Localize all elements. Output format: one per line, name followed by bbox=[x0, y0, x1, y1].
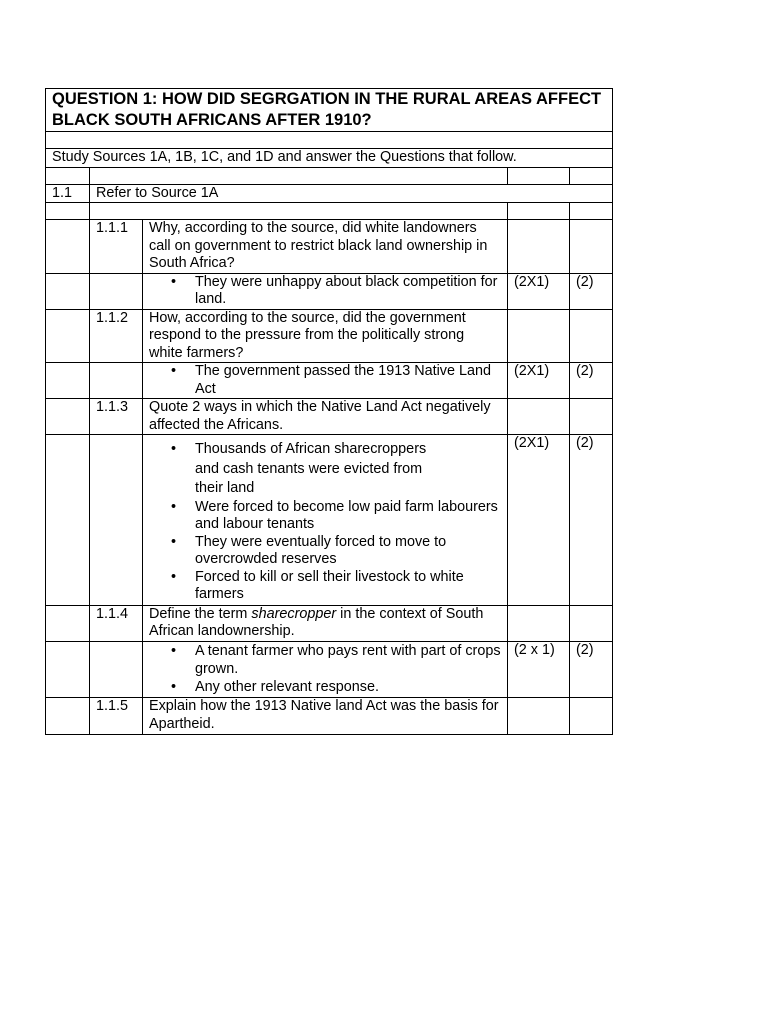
answer-item: • They were unhappy about black competition for land. bbox=[195, 274, 501, 309]
section-row bbox=[46, 184, 613, 203]
question-number: 1.1.3 bbox=[90, 399, 143, 435]
section-label: Refer to Source 1A bbox=[90, 184, 613, 203]
answer-row bbox=[46, 641, 613, 698]
title-row bbox=[46, 89, 613, 132]
mark-total: (2) bbox=[570, 641, 613, 698]
mark-total: (2) bbox=[570, 435, 613, 606]
section-number: 1.1 bbox=[46, 184, 90, 203]
instruction-text: Study Sources 1A, 1B, 1C, and 1D and answer the Questions that follow. bbox=[46, 149, 613, 168]
question-number: 1.1.4 bbox=[90, 605, 143, 641]
mark-split: (2 x 1) bbox=[508, 641, 570, 698]
question-prompt bbox=[143, 605, 508, 641]
answer-list bbox=[149, 440, 501, 605]
mark-total: (2) bbox=[570, 363, 613, 399]
question-prompt: Quote 2 ways in which the Native Land Act negatively affected the Africans. bbox=[143, 399, 508, 435]
question-prompt: Why, according to the source, did white landowners call on government to restrict black land ownership in South Africa? bbox=[143, 220, 508, 274]
prompt-text: Define the term bbox=[149, 605, 252, 622]
answer-item: • A tenant farmer who pays rent with part of crops grown. bbox=[195, 642, 501, 679]
question-row bbox=[46, 698, 613, 735]
prompt-emphasis: sharecropper bbox=[251, 605, 337, 622]
question-row bbox=[46, 309, 613, 363]
mark-split: (2X1) bbox=[508, 273, 570, 309]
question-prompt: Explain how the 1913 Native land Act was the basis for Apartheid. bbox=[143, 698, 508, 735]
question-row bbox=[46, 399, 613, 435]
mark-total: (2) bbox=[570, 273, 613, 309]
answer-row bbox=[46, 363, 613, 399]
question-number: 1.1.1 bbox=[90, 220, 143, 274]
answer-list bbox=[149, 642, 501, 698]
spacer-row bbox=[46, 203, 613, 220]
answer-item: • Forced to kill or sell their livestock to white farmers bbox=[195, 569, 501, 605]
question-number: 1.1.2 bbox=[90, 309, 143, 363]
answer-list bbox=[149, 363, 501, 398]
spacer-row bbox=[46, 167, 613, 184]
mark-split: (2X1) bbox=[508, 363, 570, 399]
instruction-row bbox=[46, 149, 613, 168]
question-table bbox=[45, 88, 613, 735]
question-row bbox=[46, 220, 613, 274]
mark-split: (2X1) bbox=[508, 435, 570, 606]
answer-item: • They were eventually forced to move to overcrowded reserves bbox=[195, 534, 501, 569]
answer-row bbox=[46, 273, 613, 309]
answer-item: • Any other relevant response. bbox=[195, 679, 501, 698]
spacer-row bbox=[46, 132, 613, 149]
answer-item: • Were forced to become low paid farm labourers and labour tenants bbox=[195, 499, 501, 534]
question-number: 1.1.5 bbox=[90, 698, 143, 735]
answer-row bbox=[46, 435, 613, 606]
answer-item: • Thousands of African sharecroppers and cash tenants were evicted from their land bbox=[195, 440, 501, 499]
answer-item: • The government passed the 1913 Native Land Act bbox=[195, 363, 501, 398]
question-row bbox=[46, 605, 613, 641]
question-prompt: How, according to the source, did the government respond to the pressure from the politically strong white farmers? bbox=[143, 309, 508, 363]
question-title: QUESTION 1: HOW DID SEGRGATION IN THE RURAL AREAS AFFECT BLACK SOUTH AFRICANS AFTER 1910? bbox=[46, 89, 613, 132]
prompt-text: in the context of South African landownership. bbox=[149, 605, 484, 639]
answer-list bbox=[149, 274, 501, 309]
